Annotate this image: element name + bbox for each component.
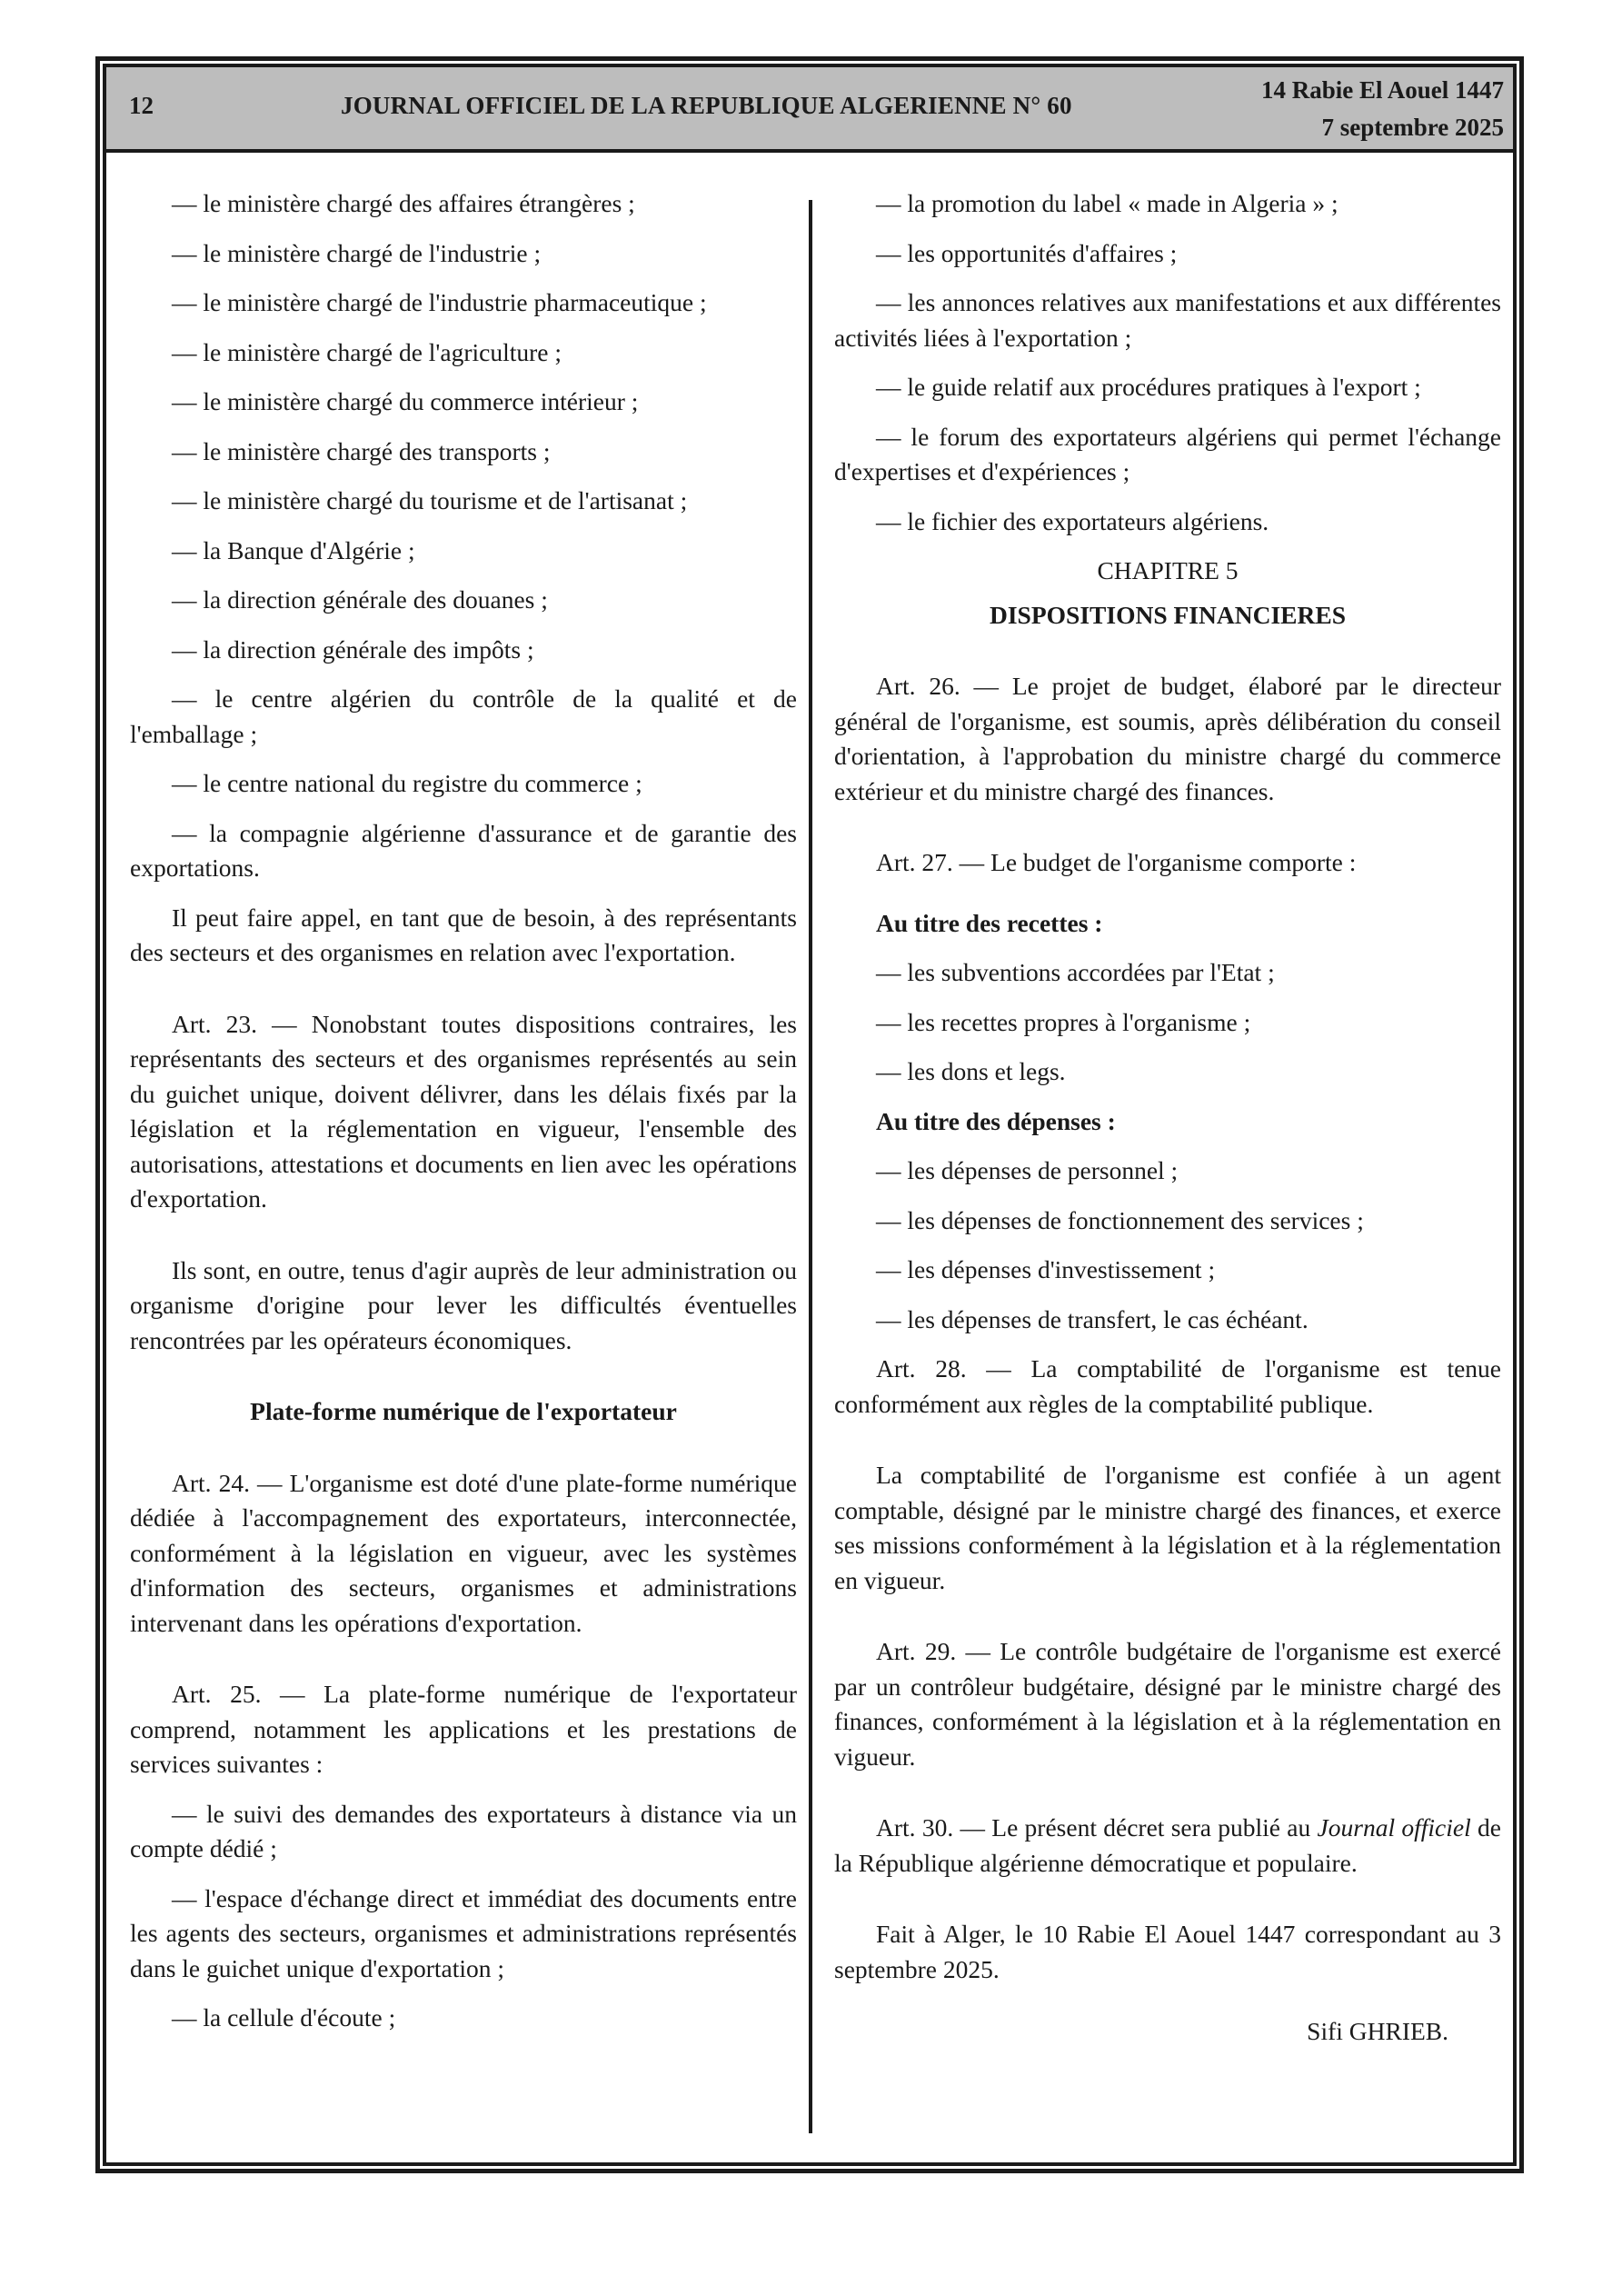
list-item: — les dépenses d'investissement ; — [876, 1255, 1216, 1283]
journal-header — [106, 67, 1513, 153]
list-item: — les dépenses de fonctionnement des services ; — [876, 1205, 1364, 1234]
issue-date-hijri: 14 Rabie El Aouel 1447 — [1260, 76, 1504, 104]
article-29: Art. 29. — Le contrôle budgétaire de l'organisme est exercé par un contrôleur budgétaire, désigné par le ministre chargé des finances, conformément à la législation et à la réglementation en vigueur. — [834, 1637, 1501, 1771]
chapter-label: CHAPITRE 5 — [1097, 556, 1239, 584]
left-column — [130, 186, 797, 2051]
list-item: — le ministère chargé du tourisme et de l'artisanat ; — [172, 486, 688, 514]
issue-date-gregorian: 7 septembre 2025 — [1321, 114, 1504, 141]
article-27: Art. 27. — Le budget de l'organisme comporte : — [876, 848, 1357, 876]
list-item: — le centre national du registre du commerce ; — [172, 769, 642, 797]
paragraph-appel: Il peut faire appel, en tant que de besoin, à des représentants des secteurs et des organismes en relation avec l'exportation. — [130, 903, 797, 966]
list-item: — le suivi des demandes des exportateurs à distance via un compte dédié ; — [130, 1799, 797, 1862]
recettes-heading: Au titre des recettes : — [876, 908, 1103, 937]
issue-date — [1261, 72, 1504, 146]
section-title: Plate-forme numérique de l'exportateur — [250, 1397, 677, 1425]
list-item: — la direction générale des douanes ; — [172, 585, 548, 614]
article-28: Art. 28. — La comptabilité de l'organisme est tenue conformément aux règles de la comptabilité publique. — [834, 1354, 1501, 1418]
signing-place-date: Fait à Alger, le 10 Rabie El Aouel 1447 correspondant au 3 septembre 2025. — [834, 1920, 1501, 1983]
list-item: — le fichier des exportateurs algériens. — [876, 506, 1269, 535]
list-item: — les dépenses de transfert, le cas échéant. — [876, 1304, 1309, 1333]
article-30-prefix: Art. 30. — Le présent décret sera publié au — [876, 1813, 1318, 1842]
list-item: — le ministère chargé de l'industrie ; — [172, 238, 542, 267]
list-item: — les recettes propres à l'organisme ; — [876, 1007, 1251, 1036]
list-item: — les annonces relatives aux manifestations et aux différentes activités liées à l'exportation ; — [834, 288, 1501, 352]
list-item: — le ministère chargé de l'industrie pharmaceutique ; — [172, 288, 707, 316]
journal-title: JOURNAL OFFICIEL DE LA REPUBLIQUE ALGERIENNE N° 60 — [341, 92, 1072, 119]
list-item: — la direction générale des impôts ; — [172, 634, 534, 664]
list-item: — l'espace d'échange direct et immédiat des documents entre les agents des secteurs, organismes et administrations représentés dans le guichet unique d'exportation ; — [130, 1883, 797, 1982]
list-item: — la promotion du label « made in Algeria » ; — [876, 189, 1338, 217]
list-item: — le ministère chargé de l'agriculture ; — [172, 337, 562, 366]
list-item: — les dons et legs. — [876, 1057, 1066, 1085]
list-item: — le ministère chargé des transports ; — [172, 436, 551, 465]
list-item: — la Banque d'Algérie ; — [172, 535, 415, 564]
article-30-suffix: de la République algérienne démocratique et populaire. — [834, 1813, 1501, 1877]
list-item: — les opportunités d'affaires ; — [876, 238, 1178, 267]
article-25: Art. 25. — La plate-forme numérique de l'exportateur comprend, notamment les applications et les prestations de services suivantes : — [130, 1680, 797, 1778]
article-28-paragraph-2: La comptabilité de l'organisme est confiée à un agent comptable, désigné par le ministre chargé des finances, et exerce ses missions conformément à la législation et à la réglementation en vigueur. — [834, 1461, 1501, 1594]
article-24: Art. 24. — L'organisme est doté d'une plate-forme numérique dédiée à l'accompagnement des exportateurs, interconnectée, conformément à la législation en vigueur, avec les systèmes d'information des secteurs, organismes et administrations intervenant dans les opérations d'exportation. — [130, 1468, 797, 1637]
list-item: — les dépenses de personnel ; — [876, 1156, 1179, 1184]
list-item: — le ministère chargé du commerce intérieur ; — [172, 387, 639, 415]
list-item: — les subventions accordées par l'Etat ; — [876, 958, 1275, 986]
right-column — [834, 186, 1501, 2050]
list-item: — le forum des exportateurs algériens qui permet l'échange d'expertises et d'expériences ; — [834, 422, 1501, 485]
list-item: — la compagnie algérienne d'assurance et de garantie des exportations. — [130, 818, 797, 882]
list-item: — la cellule d'écoute ; — [172, 2003, 396, 2031]
article-23: Art. 23. — Nonobstant toutes dispositions contraires, les représentants des secteurs et des organismes représentés au sein du guichet unique, doivent délivrer, dans les délais fixés par la législation et la réglementation en vigueur, l'ensemble des autorisations, attestations et documents en lien avec les opérations d'exportation. — [130, 1009, 797, 1213]
list-item: — le ministère chargé des affaires étrangères ; — [172, 189, 635, 217]
list-item: — le guide relatif aux procédures pratiques à l'export ; — [876, 373, 1421, 401]
signature: Sifi GHRIEB. — [1307, 2017, 1448, 2045]
page-number: 12 — [129, 92, 154, 119]
journal-officiel-italic: Journal officiel — [1317, 1813, 1471, 1842]
chapter-title: DISPOSITIONS FINANCIERES — [990, 600, 1346, 629]
article-26: Art. 26. — Le projet de budget, élaboré par le directeur général de l'organisme, est soumis, après délibération du conseil d'orientation, à l'approbation du ministre chargé du commerce extérieur et du ministre chargé des finances. — [834, 672, 1501, 805]
article-23-paragraph-2: Ils sont, en outre, tenus d'agir auprès de leur administration ou organisme d'origine pour lever les difficultés éventuelles rencontrées par les opérateurs économiques. — [130, 1255, 797, 1354]
article-30 — [834, 1811, 1501, 1881]
depenses-heading: Au titre des dépenses : — [876, 1106, 1116, 1135]
column-divider — [809, 200, 812, 2133]
list-item: — le centre algérien du contrôle de la qualité et de l'emballage ; — [130, 684, 797, 748]
